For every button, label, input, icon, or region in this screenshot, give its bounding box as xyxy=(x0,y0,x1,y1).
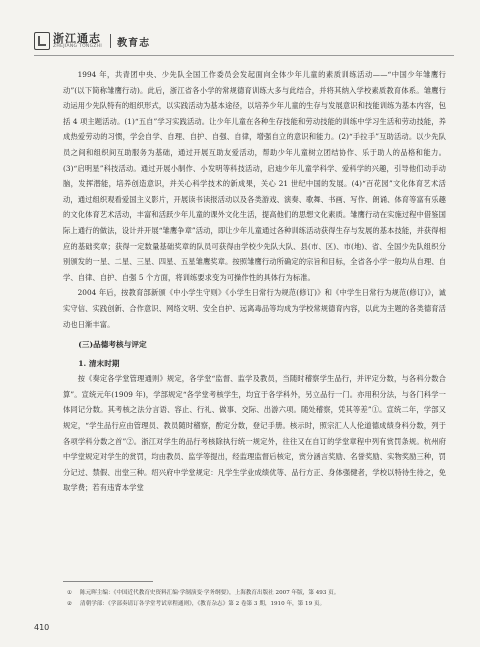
book-icon xyxy=(34,32,50,50)
header-rule xyxy=(34,55,454,56)
publication-logo xyxy=(34,32,102,50)
footnote-rule xyxy=(63,581,153,582)
paragraph-1: 1994 年，共青团中央、少先队全国工作委员会发起面向全体少年儿童的素质训练活动——“中国少年雏鹰行动”(以下简称雏鹰行动)。此后，浙江省各小学的常规德育训练大多与此结合，并将其纳入学校素质教育体系。雏鹰行动运用少先队特有的组织形式，以实践活动为基本途径，以培养少年儿童的生存与发展意识和技能训练为基本内容，包括 4 项主题活动。(1)“五自”学习实践活动。让少年儿童在各种生存技能和劳动技能的训练中学习生活和劳动技能，养成热爱劳动的习惯，学会自学、自理、自护、自强、自律，增强自立的意识和能力。(2)“手拉手”互助活动。以少先队员之间和组织间互助服务为基础，通过开展互助友爱活动，帮助少年儿童树立团结协作、乐于助人的品格和能力。(3)“启明星”科技活动。通过开展小制作、小发明等科技活动，启迪少年儿童学科学、爱科学的兴趣，引导他们动手动脑，发挥潜能，培养创造意识，并关心科学技术的新成果，关心 21 世纪中国的发展。(4)“百花园”文化体育艺术活动，通过组织观看爱国主义影片，开展读书读报活动以及各类游戏、演奏、歌舞、书画、写作、朗诵、体育等富有乐趣的文化体育艺术活动，丰富和活跃少年儿童的课外文化生活，提高他们的思想文化素质。雏鹰行动在实施过程中借鉴国际上通行的做法，设计并开展“雏鹰争章”活动，即让少年儿童通过各种训练活动获得生存与发展的基本技能，并获得相应的基础奖章；获得一定数量基础奖章的队员可获得由学校少先队大队、县(市、区)、市(地)、省、全国少先队组织分别颁发的一星、二星、三星、四星、五星雏鹰奖章。按照雏鹰行动所确定的宗旨和目标，全省各小学一般均从自理、自学、自律、自护、自强 5 个方面，将训练要求变为可操作性的具体行为标准。 xyxy=(63,70,446,282)
footnote-2 xyxy=(63,599,446,610)
footnote-text: 陈元晖主编：《中国近代教育史资料汇编·学制演变·学务纲要》，上海教育出版社 2007 年版，第 493 页。 xyxy=(80,590,340,596)
paragraph-2: 2004 年后，按教育部新颁《中小学生守则》《小学生日常行为规范(修订)》和《中学生日常行为规范(修订)》，诚实守信、实践创新、合作意识、网络文明、安全自护、远离毒品等均成为学校常规德育内容，以此为主题的各类德育活动也日渐丰富。 xyxy=(63,288,446,329)
footnotes xyxy=(63,588,446,610)
subsection-heading: 1. 清末时期 xyxy=(78,358,120,368)
footnote-text: 清朝学部：《学部奏请订各学堂考试章程通则》，《教育杂志》第 2 卷第 3 期，1910 年，第 19 页。 xyxy=(80,601,326,607)
section-name: 教育志 xyxy=(117,37,151,49)
footnote-marker: ② xyxy=(67,601,73,607)
header-divider xyxy=(110,34,111,48)
paragraph-3: 按《奏定各学堂管理通则》规定，各学堂“监督、监学及教员，当随时稽察学生品行，并评定分数，与各科分数合算”。宣统元年(1909 年)，学部规定“各学堂考核学生，均宜于各学科外，另立品行一门。亦用积分法，与各门科学一体同记分数。其考核之法分言语、容止、行礼、做事、交际、出游六项。随处稽察，凭其等差”①。宣统二年，学部又规定，“学生品行应由管理员、教员随时稽察，酌定分数，登记手册。核示时，照宗汇人人伦道德成绩身科分数，列于各项学科分数之首”②。浙江对学生的品行考核除执行统一规定外，往往又在自订的学堂章程中列有赏罚条规。杭州府中学堂规定对学生的赏罚，均由教员、监学等提出，经监理监督后核定，赏分涵言奖励、名誉奖励、实物奖励三种，罚分记过、禁假、出堂三种。绍兴府中学堂规定：凡学生学业成绩优等、品行方正、身体强健者，学校以特待生待之，免取学费；若有违背本学堂 xyxy=(63,374,446,493)
body-text xyxy=(63,67,446,496)
logo-title-en: ZHEJIANG TONGZHI xyxy=(53,43,103,49)
logo-title-cn: 浙江通志 xyxy=(53,31,101,45)
running-header xyxy=(34,28,454,54)
footnote-marker: ① xyxy=(67,590,73,596)
page-number: 410 xyxy=(34,623,50,632)
section-heading: (三)品德考核与评定 xyxy=(78,340,147,350)
footnote-1 xyxy=(63,588,446,599)
